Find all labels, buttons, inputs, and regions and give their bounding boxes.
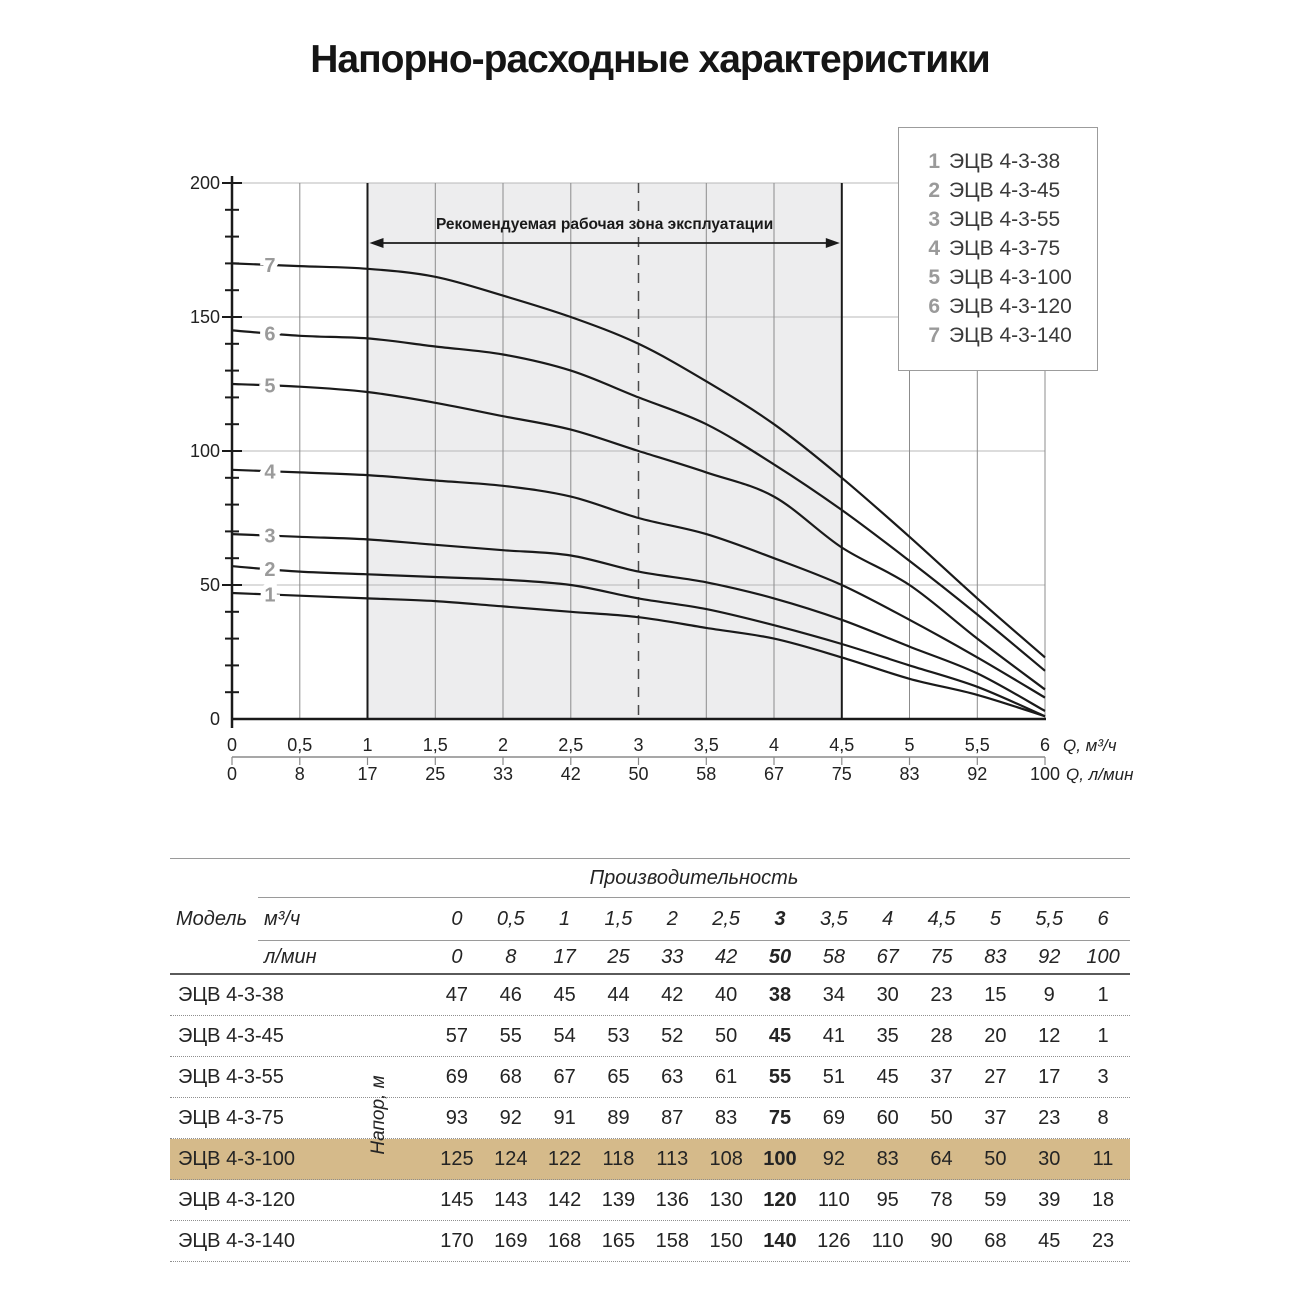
value-cell: 17 xyxy=(1038,1065,1061,1088)
model-cell: ЭЦВ 4-3-75 xyxy=(178,1106,284,1129)
legend-item-number: 1 xyxy=(928,149,940,173)
value-cell: 23 xyxy=(1091,1229,1115,1252)
model-cell: ЭЦВ 4-3-45 xyxy=(178,1024,284,1047)
curve-label-2: 2 xyxy=(264,559,276,582)
legend-item-number: 7 xyxy=(928,323,940,347)
col-header-m3h: 5 xyxy=(968,898,1022,941)
curve-label-5: 5 xyxy=(264,375,276,398)
value-cell: 23 xyxy=(930,983,953,1006)
value-cell: 37 xyxy=(930,1065,953,1088)
value-cell: 11 xyxy=(1092,1147,1114,1170)
col-header-lmin: 58 xyxy=(822,945,845,968)
page-title: Напорно-расходные характеристики xyxy=(310,38,990,81)
value-cell: 18 xyxy=(1091,1188,1115,1211)
value-cell: 28 xyxy=(930,1024,953,1047)
value-cell: 60 xyxy=(876,1106,899,1129)
value-cell: 42 xyxy=(661,983,684,1006)
value-cell: 51 xyxy=(822,1065,845,1088)
value-cell: 23 xyxy=(1038,1106,1061,1129)
col-header-lmin: 25 xyxy=(607,945,630,968)
col-header-m3h: 4,5 xyxy=(915,898,969,941)
value-cell: 45 xyxy=(553,983,576,1006)
col-header-lmin: 75 xyxy=(930,945,953,968)
x-tick-label-m3h: 4,5 xyxy=(829,735,855,755)
legend-item xyxy=(924,234,1097,263)
value-cell: 63 xyxy=(661,1065,684,1088)
table-row xyxy=(170,1221,1130,1262)
x-tick-label-m3h: 2,5 xyxy=(558,735,584,755)
col-header-m3h: 6 xyxy=(1076,898,1130,941)
col-header-lmin: 50 xyxy=(768,945,792,968)
value-cell: 78 xyxy=(930,1188,953,1211)
x-tick-label-m3h: 1,5 xyxy=(422,735,448,755)
value-cell: 50 xyxy=(930,1106,953,1129)
value-cell: 125 xyxy=(440,1147,474,1170)
value-cell: 89 xyxy=(607,1106,630,1129)
value-cell: 143 xyxy=(494,1188,528,1211)
x-tick-label-lmin: 83 xyxy=(899,764,920,784)
legend-item xyxy=(924,205,1097,234)
value-cell: 55 xyxy=(768,1065,792,1088)
chart-legend xyxy=(898,127,1098,371)
value-cell: 124 xyxy=(494,1147,528,1170)
value-cell: 12 xyxy=(1038,1024,1061,1047)
legend-item-name: ЭЦВ 4-3-38 xyxy=(949,149,1061,173)
value-cell: 110 xyxy=(817,1188,850,1211)
col-header-lmin: 8 xyxy=(505,945,517,968)
value-cell: 145 xyxy=(440,1188,474,1211)
value-cell: 57 xyxy=(445,1024,469,1047)
col-header-lmin: 0 xyxy=(451,945,463,968)
value-cell: 64 xyxy=(930,1147,953,1170)
curve-label-3: 3 xyxy=(264,525,276,548)
head-axis-side-label: Напор, м xyxy=(368,1075,389,1155)
value-cell: 158 xyxy=(655,1229,689,1252)
value-cell: 35 xyxy=(876,1024,899,1047)
value-cell: 122 xyxy=(547,1147,582,1170)
y-tick-label: 150 xyxy=(189,307,220,327)
value-cell: 47 xyxy=(445,983,469,1006)
value-cell: 30 xyxy=(1038,1147,1061,1170)
value-cell: 83 xyxy=(876,1147,899,1170)
value-cell: 92 xyxy=(822,1147,845,1170)
value-cell: 140 xyxy=(763,1229,797,1252)
value-cell: 139 xyxy=(601,1188,636,1211)
legend-item-number: 5 xyxy=(928,265,940,289)
y-tick-label: 200 xyxy=(189,173,220,193)
x-tick-label-lmin: 33 xyxy=(492,764,514,784)
table-row xyxy=(170,1180,1130,1221)
value-cell: 50 xyxy=(715,1024,738,1047)
col-header-lmin: 33 xyxy=(661,945,684,968)
value-cell: 110 xyxy=(871,1229,904,1252)
x-tick-label-m3h: 5 xyxy=(904,735,915,755)
value-cell: 108 xyxy=(709,1147,743,1170)
model-cell: ЭЦВ 4-3-55 xyxy=(178,1065,284,1088)
table-group-header-row xyxy=(170,858,1130,898)
legend-item-name: ЭЦВ 4-3-120 xyxy=(949,294,1072,318)
value-cell: 54 xyxy=(553,1024,576,1047)
x-tick-label-lmin: 42 xyxy=(560,764,581,784)
y-tick-label: 100 xyxy=(189,441,220,461)
col-header-m3h: 2 xyxy=(645,898,699,941)
value-cell: 55 xyxy=(499,1024,522,1047)
legend-item-number: 6 xyxy=(928,294,940,318)
value-cell: 41 xyxy=(822,1024,845,1047)
legend-item xyxy=(924,147,1097,176)
col-header-m3h: 3 xyxy=(753,898,807,941)
value-cell: 45 xyxy=(768,1024,792,1047)
value-cell: 165 xyxy=(601,1229,636,1252)
value-cell: 3 xyxy=(1097,1065,1109,1088)
value-cell: 90 xyxy=(930,1229,953,1252)
value-cell: 37 xyxy=(984,1106,1007,1129)
value-cell: 61 xyxy=(715,1065,738,1088)
col-header-m3h: 0 xyxy=(430,898,484,941)
unit-m3h: м³/ч xyxy=(258,898,430,941)
value-cell: 53 xyxy=(607,1024,630,1047)
value-cell: 92 xyxy=(499,1106,522,1129)
legend-item-name: ЭЦВ 4-3-55 xyxy=(949,207,1061,231)
x-tick-label-lmin: 100 xyxy=(1029,764,1061,784)
value-cell: 136 xyxy=(655,1188,689,1211)
value-cell: 118 xyxy=(602,1147,635,1170)
table-units-row-m3h xyxy=(170,898,1130,941)
x-tick-label-lmin: 67 xyxy=(763,764,785,784)
legend-item xyxy=(924,292,1097,321)
model-header: Модель xyxy=(176,908,248,930)
legend-item-name: ЭЦВ 4-3-100 xyxy=(949,265,1072,289)
x-tick-label-lmin: 58 xyxy=(696,764,717,784)
col-header-lmin: 42 xyxy=(715,945,738,968)
value-cell: 1 xyxy=(1097,1024,1109,1047)
x-tick-label-m3h: 4 xyxy=(768,735,780,755)
legend-item-name: ЭЦВ 4-3-75 xyxy=(949,236,1061,260)
performance-table xyxy=(170,858,1130,1262)
group-header: Производительность xyxy=(258,859,1130,898)
col-header-m3h: 3,5 xyxy=(807,898,861,941)
x-tick-label-m3h: 2 xyxy=(497,735,509,755)
curve-label-4: 4 xyxy=(264,461,276,484)
x-tick-label-lmin: 25 xyxy=(425,764,446,784)
x-tick-label-lmin: 17 xyxy=(357,764,378,784)
x-tick-label-lmin: 75 xyxy=(831,764,852,784)
value-cell: 67 xyxy=(553,1065,576,1088)
x-tick-label-lmin: 50 xyxy=(628,764,649,784)
value-cell: 8 xyxy=(1097,1106,1109,1129)
col-header-lmin: 83 xyxy=(984,945,1007,968)
col-header-lmin: 92 xyxy=(1038,945,1061,968)
model-cell: ЭЦВ 4-3-140 xyxy=(178,1229,296,1252)
legend-item-number: 2 xyxy=(928,178,940,202)
col-header-lmin: 17 xyxy=(553,945,576,968)
legend-item-number: 4 xyxy=(928,236,940,260)
col-header-lmin: 67 xyxy=(876,945,899,968)
value-cell: 120 xyxy=(763,1188,797,1211)
curve-label-7: 7 xyxy=(264,254,276,277)
value-cell: 142 xyxy=(547,1188,582,1211)
value-cell: 30 xyxy=(876,983,899,1006)
x-tick-label-m3h: 0 xyxy=(226,735,238,755)
model-cell: ЭЦВ 4-3-38 xyxy=(178,983,284,1006)
x-axis-unit-primary: Q, м³/ч xyxy=(1063,736,1117,755)
x-tick-label-m3h: 3 xyxy=(633,735,644,755)
value-cell: 52 xyxy=(661,1024,684,1047)
value-cell: 39 xyxy=(1038,1188,1061,1211)
value-cell: 130 xyxy=(709,1188,743,1211)
x-tick-label-lmin: 0 xyxy=(226,764,238,784)
x-tick-label-lmin: 92 xyxy=(967,764,988,784)
value-cell: 68 xyxy=(984,1229,1007,1252)
value-cell: 169 xyxy=(494,1229,528,1252)
value-cell: 15 xyxy=(984,983,1007,1006)
table-row xyxy=(170,1016,1130,1057)
value-cell: 93 xyxy=(445,1106,469,1129)
table-row xyxy=(170,975,1130,1016)
legend-item-name: ЭЦВ 4-3-140 xyxy=(949,323,1072,347)
value-cell: 150 xyxy=(709,1229,743,1252)
x-tick-label-m3h: 1 xyxy=(362,735,373,755)
value-cell: 69 xyxy=(445,1065,469,1088)
value-cell: 40 xyxy=(715,983,738,1006)
value-cell: 38 xyxy=(768,983,792,1006)
value-cell: 65 xyxy=(607,1065,630,1088)
legend-item-number: 3 xyxy=(928,207,940,231)
col-header-m3h: 4 xyxy=(861,898,915,941)
y-tick-label: 50 xyxy=(199,575,220,595)
col-header-m3h: 2,5 xyxy=(699,898,753,941)
value-cell: 113 xyxy=(656,1147,689,1170)
legend-item xyxy=(924,176,1097,205)
table-row xyxy=(170,1098,1130,1139)
value-cell: 95 xyxy=(876,1188,899,1211)
x-tick-label-m3h: 5,5 xyxy=(964,735,990,755)
col-header-m3h: 0,5 xyxy=(484,898,538,941)
value-cell: 46 xyxy=(499,983,522,1006)
value-cell: 20 xyxy=(984,1024,1007,1047)
col-header-m3h: 1,5 xyxy=(592,898,646,941)
legend-item-name: ЭЦВ 4-3-45 xyxy=(949,178,1061,202)
curve-label-1: 1 xyxy=(264,584,276,607)
value-cell: 91 xyxy=(553,1106,576,1129)
value-cell: 126 xyxy=(817,1229,851,1252)
value-cell: 1 xyxy=(1097,983,1109,1006)
value-cell: 170 xyxy=(440,1229,474,1252)
legend-item xyxy=(924,263,1097,292)
value-cell: 75 xyxy=(768,1106,792,1129)
value-cell: 34 xyxy=(822,983,845,1006)
value-cell: 69 xyxy=(822,1106,845,1129)
value-cell: 59 xyxy=(984,1188,1007,1211)
value-cell: 168 xyxy=(547,1229,582,1252)
col-header-m3h: 1 xyxy=(538,898,592,941)
value-cell: 45 xyxy=(1038,1229,1061,1252)
value-cell: 50 xyxy=(984,1147,1007,1170)
value-cell: 87 xyxy=(661,1106,684,1129)
col-header-m3h: 5,5 xyxy=(1022,898,1076,941)
model-cell: ЭЦВ 4-3-100 xyxy=(178,1147,296,1170)
value-cell: 44 xyxy=(607,983,630,1006)
x-tick-label-m3h: 0,5 xyxy=(287,735,313,755)
x-tick-label-m3h: 3,5 xyxy=(693,735,719,755)
x-tick-label-m3h: 6 xyxy=(1039,735,1051,755)
value-cell: 45 xyxy=(876,1065,899,1088)
table-units-row-lmin xyxy=(170,941,1130,975)
y-tick-label: 0 xyxy=(209,709,220,729)
zone-label: Рекомендуемая рабочая зона эксплуатации xyxy=(435,216,774,233)
value-cell: 9 xyxy=(1043,983,1055,1006)
table-row xyxy=(170,1057,1130,1098)
value-cell: 27 xyxy=(984,1065,1007,1088)
curve-label-6: 6 xyxy=(264,323,276,346)
legend-item xyxy=(924,321,1097,350)
x-axis-unit-secondary: Q, л/мин xyxy=(1066,765,1134,784)
model-cell: ЭЦВ 4-3-120 xyxy=(178,1188,296,1211)
table-row xyxy=(170,1139,1130,1180)
unit-lmin: л/мин xyxy=(264,945,317,968)
col-header-lmin: 100 xyxy=(1086,945,1120,968)
value-cell: 100 xyxy=(763,1147,797,1170)
value-cell: 68 xyxy=(499,1065,522,1088)
value-cell: 83 xyxy=(715,1106,738,1129)
x-tick-label-lmin: 8 xyxy=(294,764,305,784)
